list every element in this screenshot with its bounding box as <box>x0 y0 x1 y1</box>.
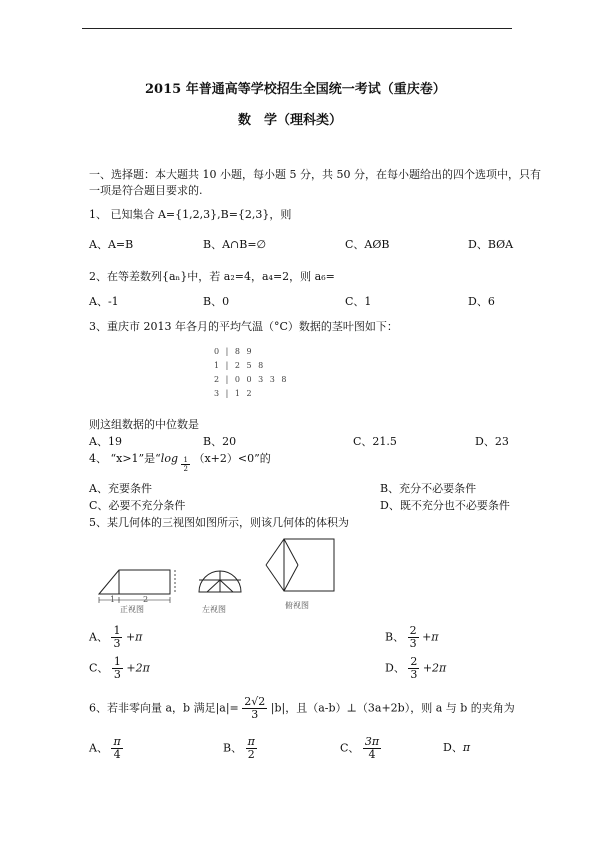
side-view-label: 左视图 <box>202 605 226 614</box>
fraction: $\frac{2}{3}$ <box>410 655 418 681</box>
q4-option-d: D、既不充分也不必要条件 <box>380 499 510 512</box>
q3-question: 则这组数据的中位数是 <box>89 418 199 431</box>
q1-stem: 1、 已知集合 A={1,2,3},B={2,3}，则 <box>89 208 292 221</box>
q1-option-d: D、BØA <box>468 238 514 251</box>
fraction: $\frac{1}{3}$ <box>113 624 121 650</box>
q5-option-b: B、 $\frac{2}{3}$ +π <box>385 624 439 650</box>
q2-option-a: A、-1 <box>89 295 119 308</box>
front-view-label: 正视图 <box>120 605 144 614</box>
q6-stem: 6、若非零向量 a，b 满足|a|= $\frac{2√2}{3}$ |b|，且（a-b）⊥（3a+2b），则 a 与 b 的夹角为 <box>89 695 515 721</box>
q1-option-a: A、A=B <box>89 238 134 251</box>
top-view-label: 俯视图 <box>285 601 309 610</box>
q1-option-c: C、AØB <box>345 238 390 251</box>
q6-option-d: D、π <box>443 741 471 754</box>
section-intro-line1: 一、选择题：本大题共 10 小题，每小题 5 分，共 50 分，在每小题给出的四个选项中，只有 <box>89 168 541 181</box>
fraction: $\frac{\pi}{2}$ <box>247 735 255 761</box>
q3-stem: 3、重庆市 2013 年各月的平均气温（°C）数据的茎叶图如下： <box>89 320 398 333</box>
q4-stem-post: （x+2）<0”的 <box>193 452 271 465</box>
q6-option-b: B、 $\frac{\pi}{2}$ <box>223 735 255 761</box>
stem-leaf-row-1: 1 | 2 5 8 <box>214 361 266 370</box>
fraction: $\frac{3\pi}{4}$ <box>364 735 380 761</box>
q2-option-d: D、6 <box>468 295 495 308</box>
stem-leaf-row-3: 3 | 1 2 <box>214 389 254 398</box>
q6-option-c: C、 $\frac{3\pi}{4}$ <box>340 735 380 761</box>
q5-option-c: C、 $\frac{1}{3}$ +2π <box>89 655 150 681</box>
q3-option-d: D、23 <box>475 435 509 448</box>
q4-log-base: $\frac{1}{2}$ <box>183 456 188 473</box>
fraction: $\frac{1}{3}$ <box>113 655 121 681</box>
q3-option-a: A、19 <box>89 435 122 448</box>
q2-stem: 2、在等差数列{aₙ}中，若 a₂=4，a₄=2，则 a₆= <box>89 270 335 283</box>
q5-stem: 5、某几何体的三视图如图所示，则该几何体的体积为 <box>89 516 349 529</box>
stem-leaf-row-0: 0 | 8 9 <box>214 347 254 356</box>
front-view-dim-1: 1 <box>110 595 116 604</box>
exam-title: 2015 年普通高等学校招生全国统一考试（重庆卷） <box>145 82 446 97</box>
q6-coefficient: $\frac{2√2}{3}$ <box>244 695 266 721</box>
q3-option-c: C、21.5 <box>353 435 397 448</box>
exam-subtitle: 数 学（理科类） <box>238 113 343 128</box>
side-view-figure <box>195 562 245 602</box>
front-view-figure <box>95 560 185 610</box>
fraction: $\frac{2}{3}$ <box>409 624 417 650</box>
q4-option-c: C、必要不充分条件 <box>89 499 186 512</box>
q5-option-a: A、 $\frac{1}{3}$ +π <box>89 624 143 650</box>
top-view-figure <box>262 535 342 597</box>
q4-stem-pre: 4、 “x>1”是“ <box>89 452 161 465</box>
q4-log: log <box>160 452 178 465</box>
top-rule <box>82 28 512 29</box>
q4-option-b: B、充分不必要条件 <box>380 482 477 495</box>
fraction: $\frac{\pi}{4}$ <box>113 735 121 761</box>
q3-option-b: B、20 <box>203 435 237 448</box>
q2-option-c: C、1 <box>345 295 372 308</box>
q4-stem <box>89 452 271 473</box>
q1-option-b: B、A∩B=∅ <box>203 238 267 251</box>
q6-option-a: A、 $\frac{\pi}{4}$ <box>89 735 121 761</box>
q2-option-b: B、0 <box>203 295 230 308</box>
stem-leaf-row-2: 2 | 0 0 3 3 8 <box>214 375 289 384</box>
q5-option-d: D、 $\frac{2}{3}$ +2π <box>385 655 447 681</box>
q4-option-a: A、充要条件 <box>89 482 152 495</box>
front-view-dim-2: 2 <box>143 595 149 604</box>
section-intro-line2: 一项是符合题目要求的. <box>89 184 203 197</box>
